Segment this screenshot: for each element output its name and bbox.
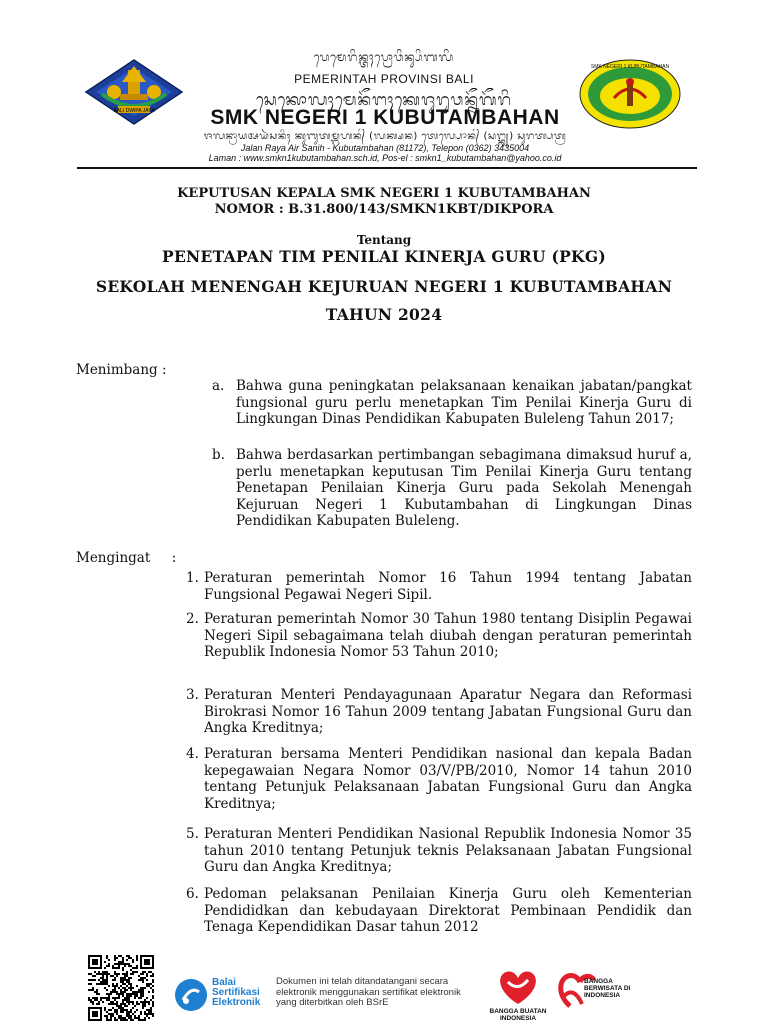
esignature-note: Dokumen ini telah ditandatangani secara elektronik menggunakan sertifikat elektronik yang diterbitkan oleh BSrE — [276, 976, 461, 1008]
letterhead-divider — [77, 167, 697, 169]
consideration-item — [212, 378, 692, 448]
item-text: Peraturan pemerintah Nomor 30 Tahun 1980 tentang Disiplin Pegawai Negeri Sipil sebagaimana telah diubah dengan peraturan pemerintah Republik Indonesia Nomor 53 Tahun 2010; — [204, 611, 692, 660]
regulation-item — [186, 746, 692, 822]
bangga-berwisata-text: BANGGA BERWISATA DI INDONESIA — [584, 978, 631, 999]
qr-code-icon[interactable] — [88, 955, 154, 1021]
balinese-header-line-3: ᬚᬮᬦ᭄ᬭᬵᬬᬅᬬᬃᬲᬦᬶᬄ ᬓᬸᬩᬸᬢᬫ᭄ᬩᬳᬦ᭄ (ᬮᬓ᭄ᬱᬦ) ᬢᬾᬮ᭄ᬧᭀᬦ᭄ (ᬲᬗ᭄ᬓ᭄ᬬ) ᬲᬸᬭᬢ᭄ᬧᬢ᭄ᬭ — [203, 131, 567, 142]
regulation-item — [186, 687, 692, 743]
province-name: PEMERINTAH PROVINSI BALI — [294, 72, 474, 86]
item-marker: b. — [212, 447, 225, 463]
right-logo-text: SMK NEGERI 1 KUBUTAMBAHAN — [590, 64, 670, 70]
bangga-buatan-indonesia-text: BANGGA BUATAN INDONESIA — [489, 1008, 547, 1022]
consideration-item — [212, 447, 692, 537]
regulation-item — [186, 570, 692, 606]
menimbang-label: Menimbang : — [76, 362, 167, 378]
item-marker: 2. — [186, 611, 199, 627]
item-text: Peraturan Menteri Pendayagunaan Aparatur Negara dan Reformasi Birokrasi Nomor 16 Tahun 2009 tentang Jabatan Fungsional Guru dan Angka Kreditnya; — [204, 687, 692, 736]
regulation-item — [186, 826, 692, 882]
bali-province-emblem-icon — [84, 58, 184, 126]
subject-line-1: PENETAPAN TIM PENILAI KINERJA GURU (PKG) — [161, 247, 606, 266]
item-text: Bahwa berdasarkan pertimbangan sebagimana dimaksud huruf a, perlu menetapkan keputusan Tim Penilai Kinerja Guru tentang Penetapan Penilaian Kinerja Guru pada Sekolah Menengah Kejuruan Negeri 1 Kubutambahan di Lingkungan Dinas Pendidikan Kabupaten Buleleng. — [236, 447, 692, 529]
item-text: Pedoman pelaksanan Penilaian Kinerja Guru oleh Kementerian Pendididkan dan kebudayaan Direktorat Pembinaan Pendidik dan Tenaga Kependidikan Dasar tahun 2012 — [204, 886, 692, 935]
bsre-logo-icon — [174, 978, 208, 1012]
bsre-name: Balai Sertifikasi Elektronik — [212, 977, 261, 1008]
left-logo-text: BALI DWIPA JAYA — [113, 108, 155, 114]
regulation-item — [186, 611, 692, 683]
school-logo-icon — [578, 58, 682, 130]
item-marker: 4. — [186, 746, 199, 762]
subject-line-2: SEKOLAH MENENGAH KEJURUAN NEGERI 1 KUBUTAMBAHAN — [95, 277, 673, 296]
item-marker: 3. — [186, 687, 199, 703]
regulation-item — [186, 886, 692, 942]
decree-title: KEPUTUSAN KEPALA SMK NEGERI 1 KUBUTAMBAHAN — [177, 186, 591, 201]
item-marker: 5. — [186, 826, 199, 842]
item-text: Bahwa guna peningkatan pelaksanaan kenaikan jabatan/pangkat fungsional guru perlu menetapkan Tim Penilai Kinerja Guru di Lingkungan Dinas Pendidikan Kabupaten Buleleng Tahun 2017; — [236, 378, 692, 427]
mengingat-label: Mengingat : — [76, 550, 177, 566]
school-website: Laman : www.smkn1kubutambahan.sch.id, Pos-el : smkn1_kubutambahan@yahoo.co.id — [208, 153, 562, 163]
balinese-header-line-1: ᬧᬾᬫᬾᬭᬶᬦ᭄ᬢᬄᬧ᭄ᬭᭀᬯᬶᬦ᭄ᬲᬶᬩᬮᬶ — [313, 50, 455, 64]
school-address: Jalan Raya Air Sanih - Kubutambahan (81172), Telepon (0362) 3435004 — [240, 143, 530, 153]
balinese-header-line-2: ᬲᬾᬓᭀᬮᬄᬫᬾᬦᭂᬗᬄᬓᬾᬚᬸᬭᬸᬯᬦ᭄ᬦᭂᬕᭂᬭᬶ — [255, 90, 513, 109]
item-text: Peraturan pemerintah Nomor 16 Tahun 1994 tentang Jabatan Fungsional Pegawai Negeri Sipil. — [204, 570, 692, 603]
item-marker: 1. — [186, 570, 199, 586]
tentang-label: Tentang — [356, 233, 412, 247]
school-name: SMK NEGERI 1 KUBUTAMBAHAN — [210, 106, 560, 129]
decree-number: NOMOR : B.31.800/143/SMKN1KBT/DIKPORA — [214, 202, 554, 217]
item-text: Peraturan bersama Menteri Pendidikan nasional dan kepala Badan kepegawaian Negara Nomor 03/V/PB/2010, Nomor 14 tahun 2010 tentang Petunjuk Pelaksanaan Jabatan Fungsional Guru dan Angka Kreditnya; — [204, 746, 692, 812]
item-text: Peraturan Menteri Pendidikan Nasional Republik Indonesia Nomor 35 tahun 2010 tentang Petunjuk teknis Pelaksanaan Jabatan Fungsional Guru dan Angka Kreditnya; — [204, 826, 692, 875]
item-marker: 6. — [186, 886, 199, 902]
item-marker: a. — [212, 378, 225, 394]
subject-line-3: TAHUN 2024 — [325, 305, 443, 324]
